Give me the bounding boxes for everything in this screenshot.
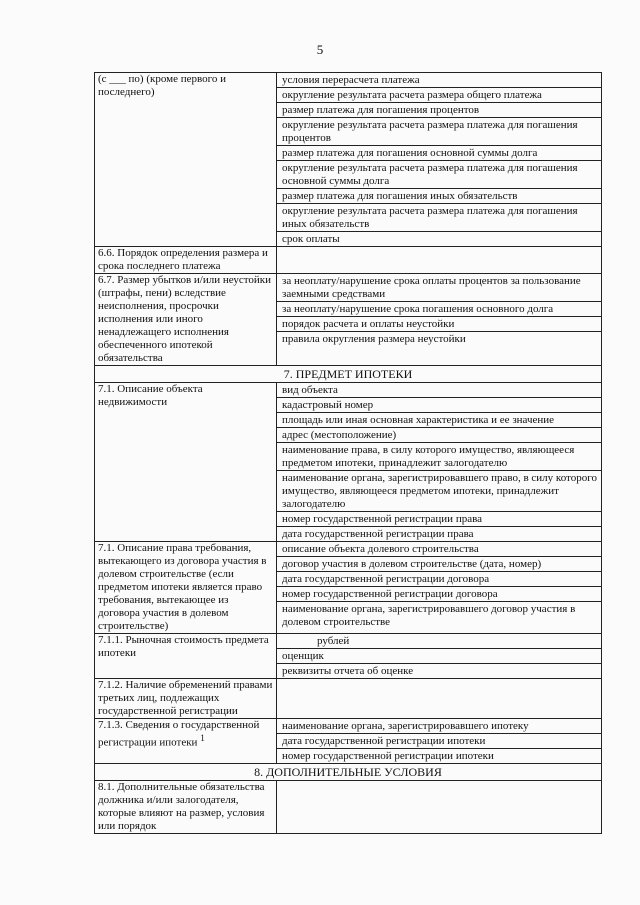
field-label: порядок расчета и оплаты неустойки xyxy=(277,317,601,332)
row-label: 7.1.2. Наличие обременений правами третьих лиц, подлежащих государственной регистрации xyxy=(95,679,277,719)
field-label: договор участия в долевом строительстве (дата, номер) xyxy=(277,557,601,572)
table-row xyxy=(95,247,602,274)
table-row xyxy=(95,274,602,366)
field-label: наименование права, в силу которого имущество, являющееся предметом ипотеки, принадлежит залогодателю xyxy=(277,443,601,471)
field-label: площадь или иная основная характеристика и ее значение xyxy=(277,413,601,428)
field-label: оценщик xyxy=(277,649,601,664)
row-fields xyxy=(277,634,602,679)
field-label: правила округления размера неустойки xyxy=(282,333,466,345)
table-row xyxy=(95,634,602,679)
field-label: адрес (местоположение) xyxy=(277,428,601,443)
field-label: описание объекта долевого строительства xyxy=(277,542,601,557)
row-label: 7.1.1. Рыночная стоимость предмета ипотеки xyxy=(95,634,277,679)
field-label: дата государственной регистрации права xyxy=(282,528,474,540)
row-label: 7.1. Описание объекта недвижимости xyxy=(95,383,277,542)
field-label: округление результата расчета размера платежа для погашения иных обязательств xyxy=(277,204,601,232)
field-label: рублей xyxy=(277,634,601,649)
table-row xyxy=(95,542,602,634)
field-label: размер платежа для погашения иных обязательств xyxy=(277,189,601,204)
section-header-row xyxy=(95,764,602,781)
row-fields xyxy=(277,719,602,764)
field-label: вид объекта xyxy=(277,383,601,398)
table-row xyxy=(95,719,602,764)
field-label: округление результата расчета размера платежа для погашения основной суммы долга xyxy=(277,161,601,189)
row-label: 7.1. Описание права требования, вытекающего из договора участия в долевом строительстве (если предметом ипотеки является право требования, вытекающее из договора участия в долевом строительстве) xyxy=(95,542,277,634)
field-label: размер платежа для погашения основной суммы долга xyxy=(277,146,601,161)
table-row xyxy=(95,781,602,834)
section-heading: 8. ДОПОЛНИТЕЛЬНЫЕ УСЛОВИЯ xyxy=(95,764,602,781)
field-label: наименование органа, зарегистрировавшего договор участия в долевом строительстве xyxy=(282,603,576,628)
field-label: кадастровый номер xyxy=(277,398,601,413)
row-label: 6.6. Порядок определения размера и срока последнего платежа xyxy=(95,247,277,274)
field-label: за неоплату/нарушение срока оплаты процентов за пользование заемными средствами xyxy=(277,274,601,302)
field-label: условия перерасчета платежа xyxy=(277,73,601,88)
field-label: реквизиты отчета об оценке xyxy=(282,665,414,677)
row-label: 8.1. Дополнительные обязательства должника и/или залогодателя, которые влияют на размер, условия или порядок xyxy=(95,781,277,834)
field-label: округление результата расчета размера платежа для погашения процентов xyxy=(277,118,601,146)
field-label: номер государственной регистрации ипотеки xyxy=(282,750,494,762)
field-label: дата государственной регистрации ипотеки xyxy=(277,734,601,749)
field-label: округление результата расчета размера общего платежа xyxy=(277,88,601,103)
table-row xyxy=(95,383,602,542)
field-label: номер государственной регистрации права xyxy=(277,512,601,527)
row-label: (с ___ по) (кроме первого и последнего) xyxy=(95,73,277,247)
row-fields xyxy=(277,383,602,542)
field-label: наименование органа, зарегистрировавшего право, в силу которого имущество, являющееся предметом ипотеки, принадлежит залогодателю xyxy=(277,471,601,512)
row-fields xyxy=(277,73,602,247)
empty-value-cell xyxy=(277,247,602,274)
footnote-marker: 1 xyxy=(200,733,205,743)
field-label: наименование органа, зарегистрировавшего ипотеку xyxy=(277,719,601,734)
field-label: дата государственной регистрации договора xyxy=(277,572,601,587)
section-heading: 7. ПРЕДМЕТ ИПОТЕКИ xyxy=(95,366,602,383)
field-label: размер платежа для погашения процентов xyxy=(277,103,601,118)
row-fields xyxy=(277,542,602,634)
row-fields xyxy=(277,274,602,366)
row-label: 7.1.3. Сведения о государственной регистрации ипотеки xyxy=(98,719,260,749)
row-label-cell xyxy=(95,719,277,764)
row-label: 6.7. Размер убытков и/или неустойки (штрафы, пени) вследствие неисполнения, просрочки исполнения или иного ненадлежащего исполнения обеспеченного ипотекой обязательства xyxy=(95,274,277,366)
empty-value-cell xyxy=(277,679,602,719)
field-label: срок оплаты xyxy=(282,233,340,245)
field-label: за неоплату/нарушение срока погашения основного долга xyxy=(277,302,601,317)
table-row xyxy=(95,73,602,247)
table-row xyxy=(95,679,602,719)
field-label: номер государственной регистрации договора xyxy=(277,587,601,602)
mortgage-form-table xyxy=(94,72,602,834)
empty-value-cell xyxy=(277,781,602,834)
section-header-row xyxy=(95,366,602,383)
page-number: 5 xyxy=(316,42,324,57)
